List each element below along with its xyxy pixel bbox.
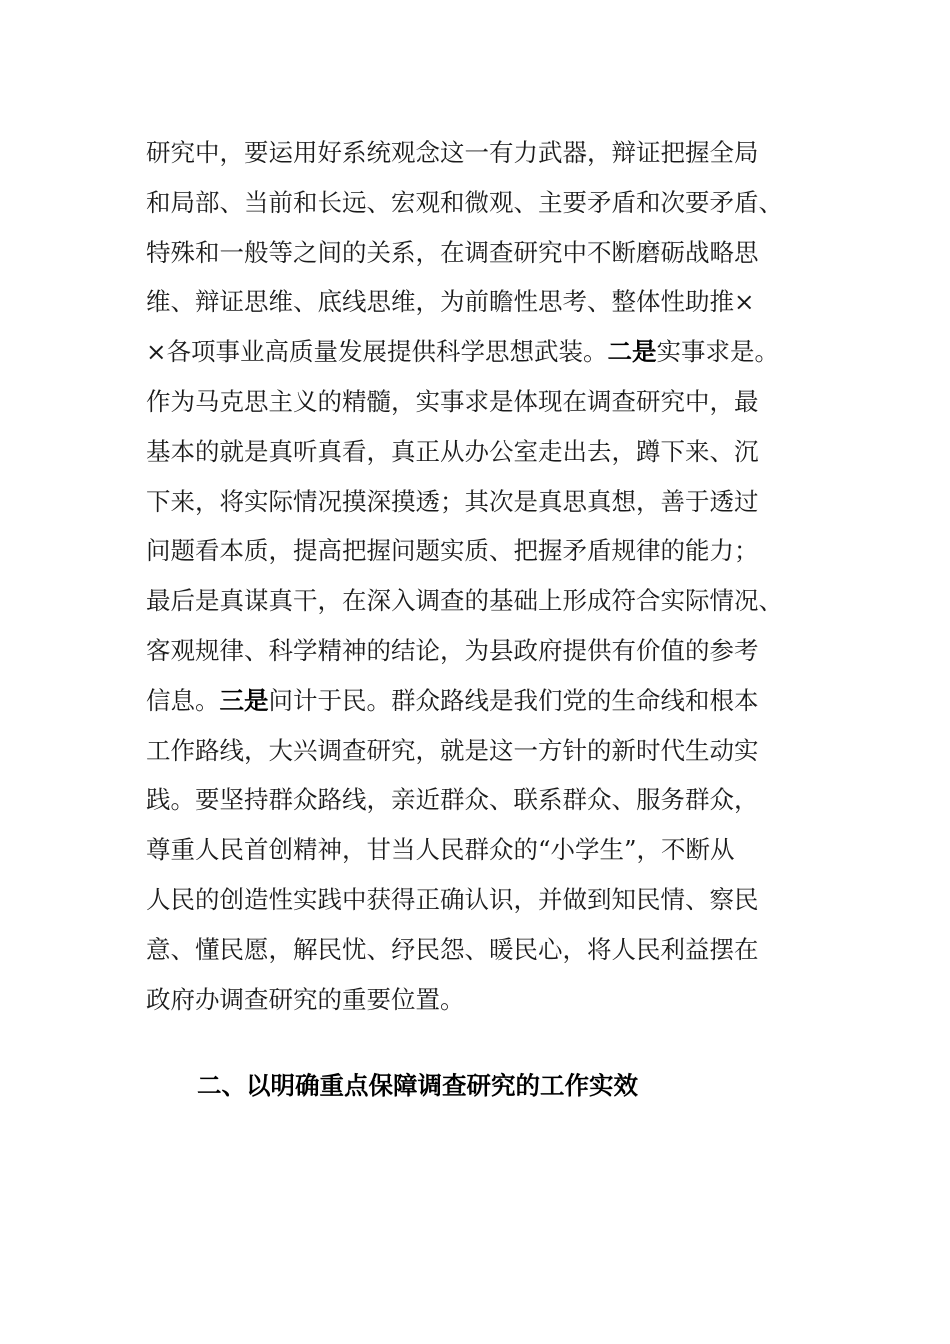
text-line — [146, 327, 816, 377]
text-line — [146, 626, 816, 676]
text-run: 实事求是。 — [656, 337, 780, 367]
text-line — [146, 676, 816, 726]
text-run: 尊重人民首创精神，甘当人民群众的“小学生”，不断从 — [146, 835, 735, 865]
text-run: 研究中，要运用好系统观念这一有力武器，辩证把握全局 — [146, 138, 759, 167]
text-run: 客观规律、科学精神的结论，为县政府提供有价值的参考 — [146, 635, 759, 665]
text-run: 维、辩证思维、底线思维，为前瞻性思考、整体性助推× — [146, 287, 755, 317]
text-run: 信息。 — [146, 685, 220, 715]
text-line — [146, 228, 816, 278]
text-line — [146, 526, 816, 576]
text-line — [146, 875, 816, 925]
text-line — [146, 775, 816, 825]
text-run: ×各项事业高质量发展提供科学思想武装。 — [146, 337, 608, 367]
text-run: 工作路线，大兴调查研究，就是这一方针的新时代生动实 — [146, 735, 759, 765]
text-run: 基本的就是真听真看，真正从办公室走出去，蹲下来、沉 — [146, 436, 759, 466]
text-line — [146, 925, 816, 975]
text-line — [146, 178, 816, 228]
text-line — [146, 825, 816, 875]
text-run: 作为马克思主义的精髓，实事求是体现在调查研究中，最 — [146, 386, 759, 416]
text-run: 人民的创造性实践中获得正确认识，并做到知民情、察民 — [146, 884, 759, 914]
text-line — [146, 128, 816, 178]
text-run: 下来，将实际情况摸深摸透；其次是真思真想，善于透过 — [146, 486, 759, 516]
text-run: 问题看本质，提高把握问题实质、把握矛盾规律的能力； — [146, 536, 759, 566]
text-run: 特殊和一般等之间的关系，在调查研究中不断磨砺战略思 — [146, 237, 759, 267]
text-line — [146, 277, 816, 327]
text-line — [146, 726, 816, 776]
text-run: 和局部、当前和长远、宏观和微观、主要矛盾和次要矛盾、 — [146, 187, 783, 217]
text-line — [146, 477, 816, 527]
text-run: 问计于民。群众路线是我们党的生命线和根本 — [268, 685, 759, 715]
text-run: 践。要坚持群众路线，亲近群众、联系群众、服务群众， — [146, 785, 759, 815]
point-marker-second: 二是 — [607, 337, 657, 367]
section-heading: 二、以明确重点保障调查研究的工作实效 — [197, 1071, 638, 1100]
text-line — [146, 427, 816, 477]
text-line — [146, 377, 816, 427]
text-run: 政府办调查研究的重要位置。 — [146, 984, 465, 1014]
body-paragraph — [146, 128, 816, 1024]
text-line — [146, 975, 816, 1025]
text-line — [146, 576, 816, 626]
text-run: 意、懂民愿，解民忧、纾民怨、暖民心，将人民利益摆在 — [146, 934, 759, 964]
point-marker-third: 三是 — [219, 685, 269, 715]
text-run: 最后是真谋真干，在深入调查的基础上形成符合实际情况、 — [146, 586, 783, 616]
